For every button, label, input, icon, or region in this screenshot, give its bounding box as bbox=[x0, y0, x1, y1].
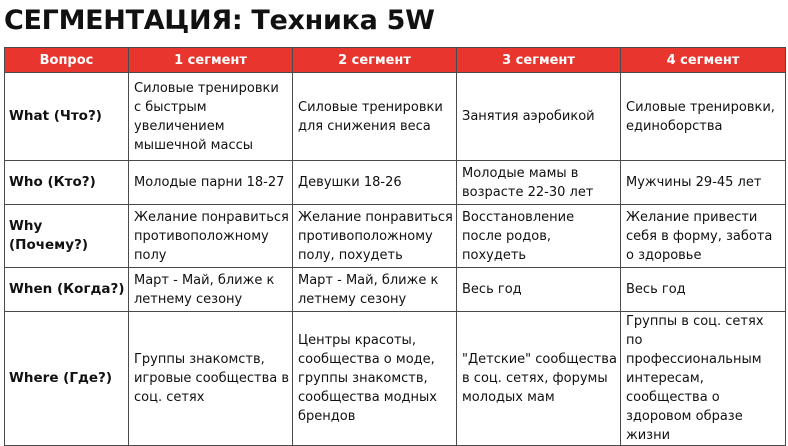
table-row-what bbox=[5, 73, 786, 161]
cell-where-segment-3: "Детские" сообщества в соц. сетях, форумы молодых мам bbox=[457, 312, 621, 446]
question-when: When (Когда?) bbox=[5, 268, 129, 312]
header-segment-2: 2 сегмент bbox=[293, 48, 457, 73]
cell-when-segment-3: Весь год bbox=[457, 268, 621, 312]
cell-where-segment-1: Группы знакомств, игровые сообщества в соц. сетях bbox=[129, 312, 293, 446]
table-row-who bbox=[5, 161, 786, 205]
cell-when-segment-2: Март - Май, ближе к летнему сезону bbox=[293, 268, 457, 312]
cell-why-segment-2: Желание понравиться противоположному полу, похудеть bbox=[293, 205, 457, 268]
question-why: Why (Почему?) bbox=[5, 205, 129, 268]
cell-where-segment-2: Центры красоты, сообщества о моде, группы знакомств, сообщества модных брендов bbox=[293, 312, 457, 446]
table-row-where bbox=[5, 312, 786, 446]
cell-when-segment-4: Весь год bbox=[621, 268, 786, 312]
cell-where-segment-4: Группы в соц. сетях по профессиональным интересам, сообщества о здоровом образе жизни bbox=[621, 312, 786, 446]
cell-who-segment-3: Молодые мамы в возрасте 22-30 лет bbox=[457, 161, 621, 205]
cell-who-segment-4: Мужчины 29-45 лет bbox=[621, 161, 786, 205]
cell-what-segment-4: Силовые тренировки, единоборства bbox=[621, 73, 786, 161]
header-segment-4: 4 сегмент bbox=[621, 48, 786, 73]
cell-what-segment-1: Силовые тренировки с быстрым увеличением мышечной массы bbox=[129, 73, 293, 161]
table-row-when bbox=[5, 268, 786, 312]
cell-what-segment-2: Силовые тренировки для снижения веса bbox=[293, 73, 457, 161]
cell-who-segment-1: Молодые парни 18-27 bbox=[129, 161, 293, 205]
cell-why-segment-4: Желание привести себя в форму, забота о здоровье bbox=[621, 205, 786, 268]
cell-when-segment-1: Март - Май, ближе к летнему сезону bbox=[129, 268, 293, 312]
question-who: Who (Кто?) bbox=[5, 161, 129, 205]
header-segment-3: 3 сегмент bbox=[457, 48, 621, 73]
cell-who-segment-2: Девушки 18-26 bbox=[293, 161, 457, 205]
cell-what-segment-3: Занятия аэробикой bbox=[457, 73, 621, 161]
cell-why-segment-1: Желание понравиться противоположному полу bbox=[129, 205, 293, 268]
page-title: СЕГМЕНТАЦИЯ: Техника 5W bbox=[4, 5, 435, 36]
question-where: Where (Где?) bbox=[5, 312, 129, 446]
header-question: Вопрос bbox=[5, 48, 129, 73]
question-what: What (Что?) bbox=[5, 73, 129, 161]
segmentation-table bbox=[4, 47, 786, 446]
cell-why-segment-3: Восстановление после родов, похудеть bbox=[457, 205, 621, 268]
table-header-row bbox=[5, 48, 786, 73]
table-row-why bbox=[5, 205, 786, 268]
header-segment-1: 1 сегмент bbox=[129, 48, 293, 73]
